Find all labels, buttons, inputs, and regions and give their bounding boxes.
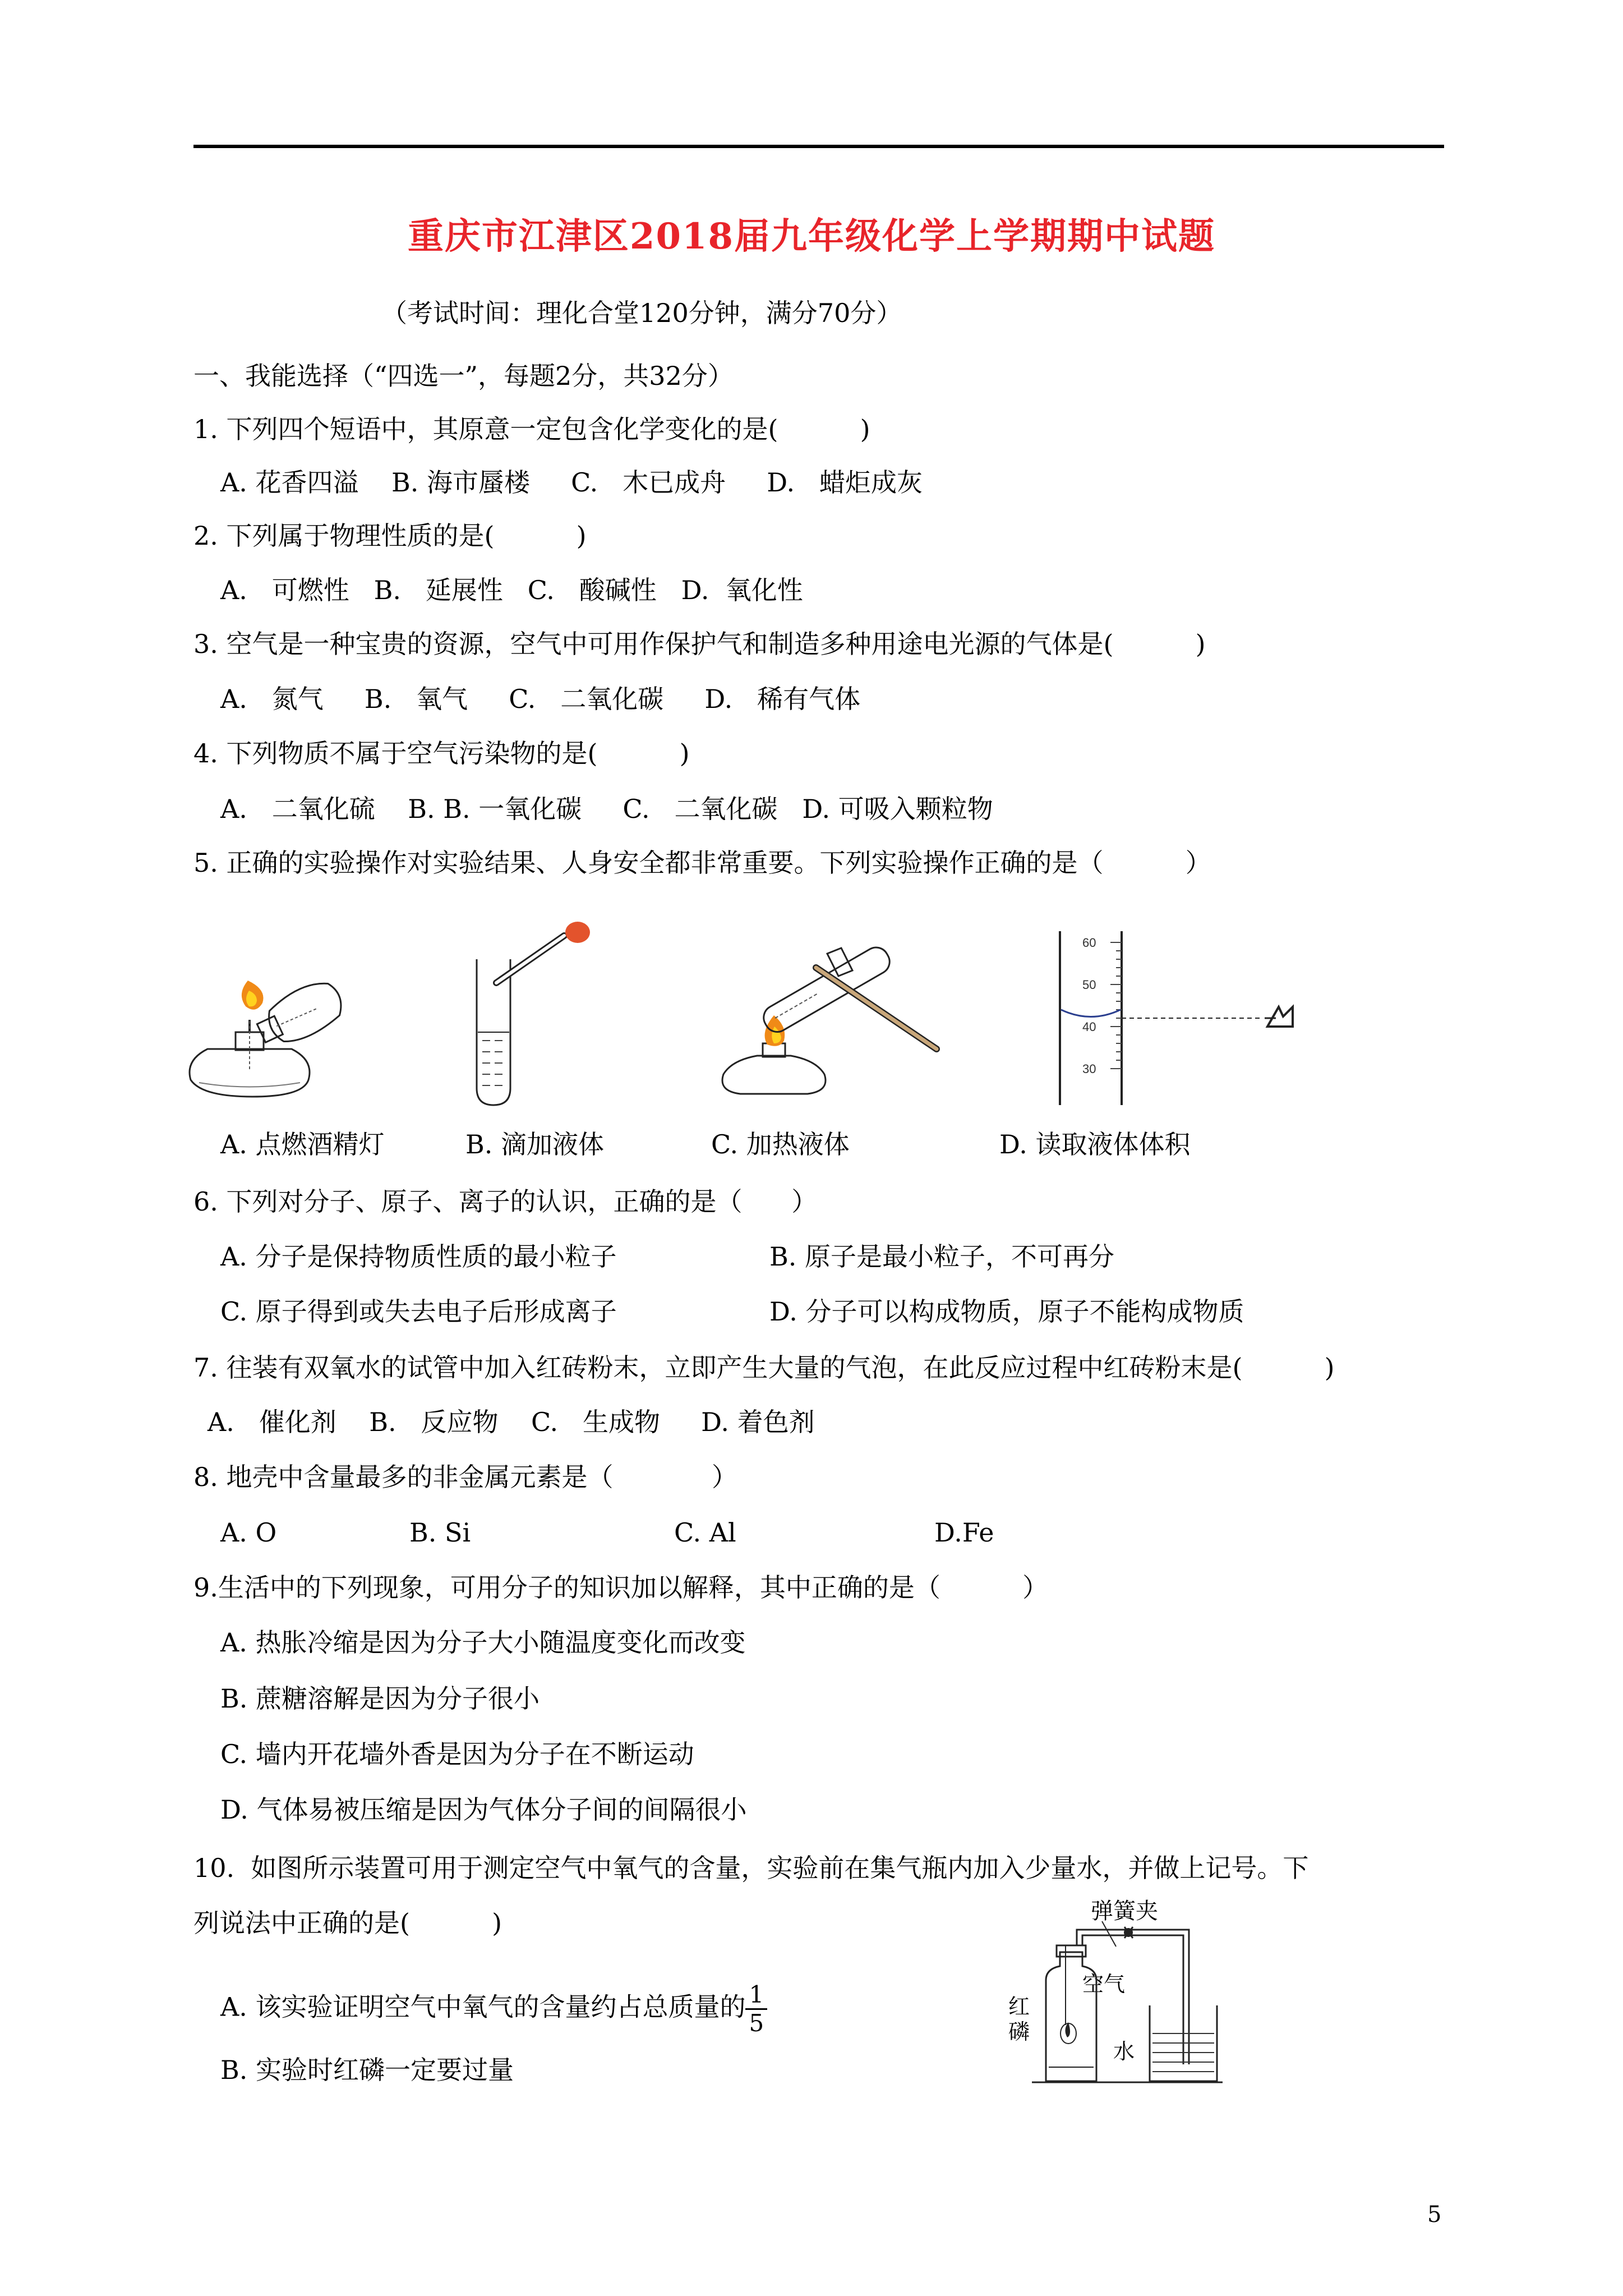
q8-option-a: A. O [220, 1517, 277, 1548]
cylinder-tick-40: 40 [1082, 1020, 1096, 1034]
fraction-numerator: 1 [745, 1981, 767, 2010]
q8-option-c: C. Al [674, 1517, 736, 1548]
q4-stem: 4. 下列物质不属于空气污染物的是( ) [193, 738, 690, 769]
q8-option-d: D.Fe [934, 1517, 994, 1548]
section-heading: 一、我能选择（“四选一”，每题2分，共32分） [193, 361, 734, 391]
q10-option-b: B. 实验时红磷一定要过量 [220, 2055, 514, 2085]
dropper-test-tube-figure [465, 920, 611, 1111]
q9-option-d: D. 气体易被压缩是因为气体分子间的间隔很小 [220, 1795, 747, 1825]
red-phosphorus-label-2: 磷 [1008, 2019, 1030, 2044]
alcohol-lamp-lighting-figure [185, 954, 359, 1105]
q6-option-a: A. 分子是保持物质性质的最小粒子 [220, 1241, 617, 1272]
exam-info: （考试时间：理化合堂120分钟，满分70分） [381, 298, 902, 328]
q4-options: A. 二氧化硫 B. B. 一氧化碳 C. 二氧化碳 D. 可吸入颗粒物 [220, 794, 993, 824]
heating-test-tube-figure [718, 937, 942, 1105]
q5-option-b: B. 滴加液体 [465, 1129, 605, 1159]
graduated-cylinder-figure [1054, 926, 1312, 1111]
q3-stem: 3. 空气是一种宝贵的资源，空气中可用作保护气和制造多种用途电光源的气体是( ) [193, 629, 1206, 659]
fraction-one-fifth [745, 1981, 767, 2037]
q5-option-c: C. 加热液体 [711, 1129, 850, 1159]
q1-stem: 1. 下列四个短语中，其原意一定包含化学变化的是( ) [193, 414, 870, 444]
q9-stem: 9.生活中的下列现象，可用分子的知识加以解释，其中正确的是（ ） [193, 1572, 1049, 1603]
page-title: 重庆市江津区2018届九年级化学上学期期中试题 [407, 215, 1216, 257]
header-rule [193, 145, 1444, 148]
q9-option-b: B. 蔗糖溶解是因为分子很小 [220, 1683, 540, 1714]
q8-option-b: B. Si [409, 1517, 471, 1548]
cylinder-tick-60: 60 [1082, 936, 1096, 950]
air-label: 空气 [1082, 1972, 1126, 1996]
q10-option-a-text: A. 该实验证明空气中氧气的含量约占总质量的 [220, 1991, 746, 2022]
q1-options: A. 花香四溢 B. 海市蜃楼 C. 木已成舟 D. 蜡炬成灰 [220, 467, 923, 498]
page-number: 5 [1427, 2202, 1442, 2228]
q2-stem: 2. 下列属于物理性质的是( ) [193, 521, 587, 551]
q5-option-a: A. 点燃酒精灯 [220, 1129, 385, 1159]
spring-clip-label: 弹簧夹 [1091, 1898, 1158, 1924]
cylinder-tick-30: 30 [1082, 1062, 1096, 1076]
q8-stem: 8. 地壳中含量最多的非金属元素是（ ） [193, 1462, 737, 1492]
q10-stem-line1: 10. 如图所示装置可用于测定空气中氧气的含量，实验前在集气瓶内加入少量水，并做上记号。下 [193, 1853, 1309, 1883]
water-label: 水 [1113, 2039, 1135, 2064]
q6-stem: 6. 下列对分子、原子、离子的认识，正确的是（ ） [193, 1186, 818, 1217]
q6-option-c: C. 原子得到或失去电子后形成离子 [220, 1296, 617, 1327]
q10-option-a [220, 1981, 767, 2037]
q7-stem: 7. 往装有双氧水的试管中加入红砖粉末，立即产生大量的气泡，在此反应过程中红砖粉末是( ) [193, 1352, 1335, 1383]
q9-option-a: A. 热胀冷缩是因为分子大小随温度变化而改变 [220, 1627, 746, 1658]
oxygen-measurement-apparatus-figure [998, 1896, 1223, 2098]
q7-options: A. 催化剂 B. 反应物 C. 生成物 D. 着色剂 [208, 1407, 815, 1437]
cylinder-tick-50: 50 [1082, 978, 1096, 992]
q9-option-c: C. 墙内开花墙外香是因为分子在不断运动 [220, 1739, 694, 1769]
q2-options: A. 可燃性 B. 延展性 C. 酸碱性 D. 氧化性 [220, 575, 803, 605]
q10-stem-line2: 列说法中正确的是( ) [193, 1908, 502, 1938]
q5-option-d: D. 读取液体体积 [999, 1129, 1191, 1159]
fraction-denominator: 5 [749, 2009, 764, 2037]
red-phosphorus-label-1: 红 [1008, 1994, 1030, 2019]
q3-options: A. 氮气 B. 氧气 C. 二氧化碳 D. 稀有气体 [220, 684, 861, 714]
q6-option-d: D. 分子可以构成物质，原子不能构成物质 [769, 1296, 1244, 1327]
q5-stem: 5. 正确的实验操作对实验结果、人身安全都非常重要。下列实验操作正确的是（ ） [193, 848, 1211, 878]
q6-option-b: B. 原子是最小粒子，不可再分 [769, 1241, 1115, 1272]
